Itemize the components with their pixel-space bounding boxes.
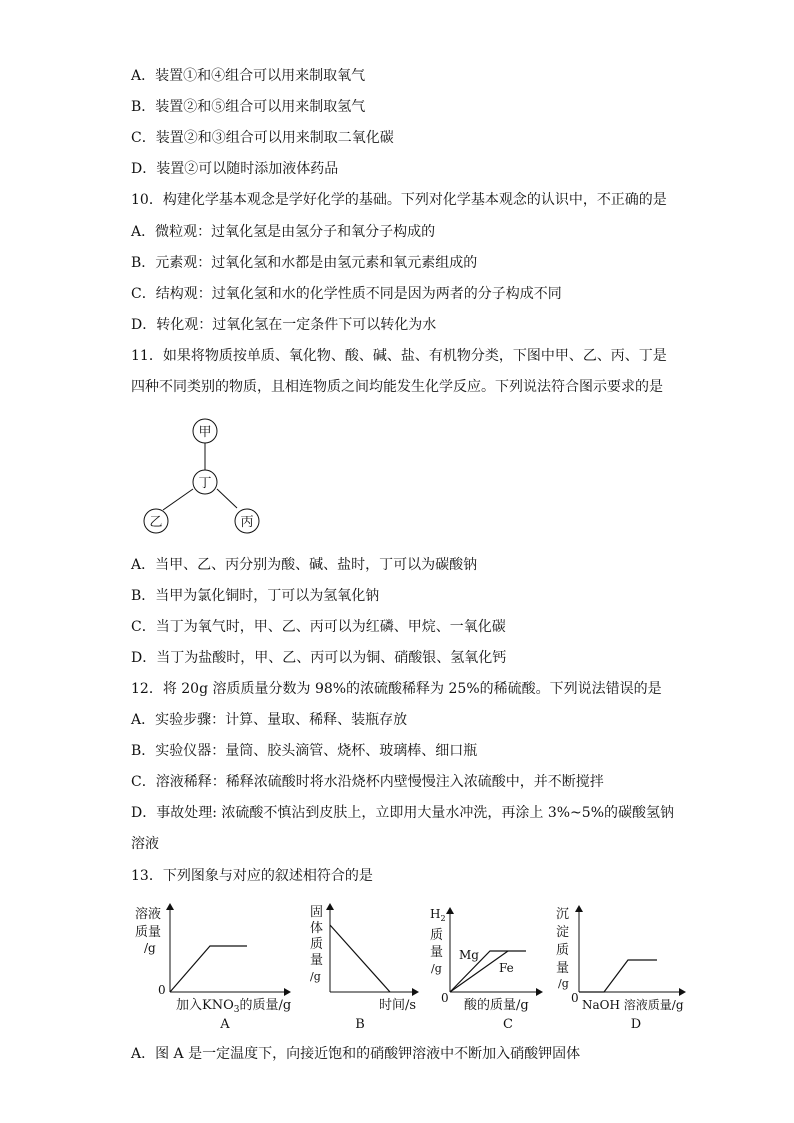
graph-a-curve [170, 946, 247, 992]
graph-b-curve [330, 925, 390, 992]
graph-a-origin: 0 [158, 983, 166, 997]
graph-d-origin: 0 [571, 991, 579, 1005]
graph-a-ylabel-1: 溶液 [135, 907, 162, 922]
q13-stem: 13．下列图象与对应的叙述相符合的是 [131, 868, 373, 884]
graph-a-xlabel [176, 997, 291, 1015]
q10-stem: 10．构建化学基本观念是学好化学的基础。下列对化学基本观念的认识中，不正确的是 [131, 192, 667, 208]
graph-d-ylabel-1: 沉 [556, 907, 570, 922]
q11-option-b: B．当甲为氯化铜时，丁可以为氢氧化钠 [131, 588, 380, 604]
q12-option-c: C．溶液稀释：稀释浓硫酸时将水沿烧杯内壁慢慢注入浓硫酸中，并不断搅拌 [131, 774, 604, 790]
graph-c-label-fe: Fe [499, 961, 514, 975]
graph-d-ylabel-5: /g [558, 977, 569, 990]
q11-option-d: D．当丁为盐酸时，甲、乙、丙可以为铜、硝酸银、氢氧化钙 [131, 650, 507, 666]
graph-a-xlabel-sub: 3 [233, 1005, 240, 1015]
graph-b-caption: B [355, 1017, 365, 1032]
graph-b-ylabel-4: 量 [310, 953, 324, 968]
graph-d-ylabel-3: 质 [556, 943, 570, 958]
q10-option-d: D．转化观：过氧化氢在一定条件下可以转化为水 [131, 317, 437, 333]
q12-stem: 12．将 20g 溶质质量分数为 98%的浓硫酸稀释为 25%的稀硫酸。下列说法错误的是 [131, 681, 662, 697]
node-yi [144, 509, 168, 533]
graph-b-ylabel-5: /g [310, 970, 321, 983]
q10-option-a: A．微粒观：过氧化氢是由氢分子和氧分子构成的 [131, 224, 436, 240]
graph-a-xlabel-post: 的质量/g [239, 998, 292, 1013]
graph-c-caption: C [503, 1017, 513, 1032]
node-bing-label: 丙 [240, 515, 254, 530]
graph-a-caption: A [220, 1017, 230, 1032]
graph-d [552, 898, 692, 1033]
graph-d-xlabel: NaOH 溶液质量/g [582, 998, 684, 1012]
graph-c-label-mg: Mg [459, 948, 479, 962]
q11-option-c: C．当丁为氧气时，甲、乙、丙可以为红磷、甲烷、一氧化碳 [131, 619, 506, 635]
q9-option-a: A．装置①和④组合可以用来制取氧气 [131, 68, 366, 84]
q10-option-b: B．元素观：过氧化氢和水都是由氢元素和氧元素组成的 [131, 255, 478, 271]
q11-option-a: A．当甲、乙、丙分别为酸、碱、盐时，丁可以为碳酸钠 [131, 557, 478, 573]
q12-option-a: A．实验步骤：计算、量取、稀释、装瓶存放 [131, 712, 408, 728]
graph-c-xlabel: 酸的质量/g [464, 998, 529, 1013]
graph-b [305, 898, 425, 1033]
q11-stem-line2: 四种不同类别的物质，且相连物质之间均能发生化学反应。下列说法符合图示要求的是 [131, 379, 663, 395]
q10-option-c: C．结构观：过氧化氢和水的化学性质不同是因为两者的分子构成不同 [131, 286, 562, 302]
graph-d-caption: D [630, 1017, 642, 1032]
graph-b-xlabel: 时间/s [379, 998, 417, 1013]
graph-b-ylabel-3: 质 [310, 937, 324, 952]
graph-c-origin: 0 [441, 991, 449, 1005]
graph-a-xlabel-pre: 加入KNO [176, 998, 234, 1013]
q9-option-d: D．装置②可以随时添加液体药品 [131, 161, 339, 177]
q11-relationship-diagram [140, 412, 270, 542]
graph-c [428, 898, 548, 1033]
q13-option-a: A．图 A 是一定温度下，向接近饱和的硝酸钾溶液中不断加入硝酸钾固体 [131, 1046, 581, 1062]
q12-option-b: B．实验仪器：量筒、胶头滴管、烧杯、玻璃棒、细口瓶 [131, 743, 478, 759]
graph-c-ylabel-1 [430, 907, 446, 923]
graph-a [130, 898, 300, 1033]
q12-option-d-cont: 溶液 [131, 836, 159, 852]
graph-c-ylabel-3: 量 [430, 945, 444, 960]
node-jia [193, 419, 217, 443]
node-jia-label: 甲 [198, 425, 212, 440]
node-ding [193, 470, 217, 494]
graph-a-ylabel-2: 质量 [135, 925, 162, 940]
graph-c-ylabel-2: 质 [430, 928, 444, 943]
graph-c-ylabel-h: H [430, 907, 441, 921]
graph-c-ylabel-4: /g [431, 962, 442, 975]
q11-stem-line1: 11．如果将物质按单质、氧化物、酸、碱、盐、有机物分类，下图中甲、乙、丙、丁是 [131, 348, 667, 364]
graph-d-ylabel-4: 量 [556, 961, 570, 976]
graph-c-ylabel-sub: 2 [440, 914, 446, 923]
q12-option-d: D．事故处理: 浓硫酸不慎沾到皮肤上，立即用大量水冲洗，再涂上 3%~5%的碳酸氢钠 [131, 805, 674, 821]
graph-b-ylabel-2: 体 [310, 921, 324, 936]
node-ding-label: 丁 [198, 476, 212, 491]
q9-option-b: B．装置②和⑤组合可以用来制取氢气 [131, 99, 366, 115]
q9-option-c: C．装置②和③组合可以用来制取二氧化碳 [131, 130, 394, 146]
graph-a-ylabel-3: /g [144, 941, 156, 955]
node-yi-label: 乙 [149, 515, 163, 530]
graph-b-ylabel-1: 固 [310, 905, 324, 920]
graph-d-ylabel-2: 淀 [556, 925, 570, 940]
graph-d-curve [579, 960, 657, 992]
node-bing [235, 509, 259, 533]
